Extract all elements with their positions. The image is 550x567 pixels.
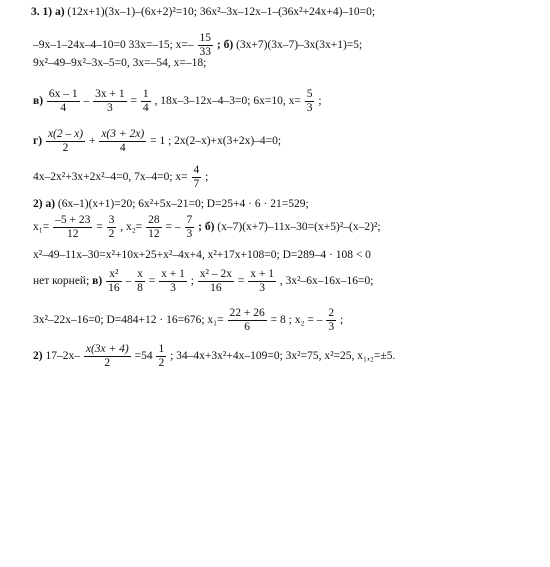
fraction-denominator: 4 <box>60 102 67 114</box>
operator: + <box>88 135 96 148</box>
fraction <box>99 128 146 155</box>
problem-label: в) <box>92 275 103 288</box>
fraction <box>93 88 127 115</box>
equation-text: 9x²–49–9x²–3x–5=0, 3x=–54, x=–18; <box>33 57 207 69</box>
fraction-numerator: 4 <box>193 164 200 176</box>
equation-text: ; <box>205 171 209 184</box>
fraction-denominator: 3 <box>107 102 113 114</box>
fraction-numerator: x² – 2x <box>199 268 232 280</box>
fraction-denominator: 3 <box>259 282 265 294</box>
equation-text: ; 34–4x+3x²+4x–109=0; 3x²=75, x²=25, x₁,₂=±5. <box>170 350 396 363</box>
equation-text: , x₂= <box>120 221 143 234</box>
fraction-denominator: 2 <box>104 357 111 369</box>
fraction-numerator: 1 <box>158 343 165 355</box>
operator: = – <box>165 221 181 234</box>
fraction <box>135 268 145 295</box>
equation-text: ; <box>190 275 194 288</box>
equation-text: x₁= <box>33 221 50 234</box>
fraction <box>141 88 151 115</box>
operator: = <box>148 275 156 288</box>
fraction-denominator: 12 <box>67 228 79 240</box>
line-3-1-a-cont <box>33 32 362 59</box>
equation-text: 3x²–22x–16=0; D=484+12 · 16=676; x₁= <box>33 314 224 327</box>
line-3-1-b-cont <box>33 56 206 70</box>
fraction-numerator: x(3 + 2x) <box>101 128 145 140</box>
fraction-numerator: x + 1 <box>161 268 185 280</box>
problem-label: ; б) <box>216 39 234 52</box>
fraction <box>84 343 131 370</box>
fraction-numerator: 3x + 1 <box>95 88 125 100</box>
fraction-numerator: 6x – 1 <box>48 88 78 100</box>
fraction <box>326 307 336 334</box>
fraction <box>185 214 195 241</box>
fraction-numerator: x(2 – x) <box>47 128 84 140</box>
fraction-denominator: 2 <box>108 228 115 240</box>
line-3-1-a <box>31 5 375 19</box>
problem-label: г) <box>33 135 43 148</box>
problem-label: 2) <box>33 350 43 363</box>
fraction <box>305 88 315 115</box>
problem-label: в) <box>33 95 44 108</box>
line-3-1-g <box>33 128 281 155</box>
line-3-2-b-cont <box>33 248 371 262</box>
fraction <box>198 268 234 295</box>
equation-text: = 8 ; x₂ = – <box>270 314 323 327</box>
fraction-numerator: x <box>137 268 143 280</box>
fraction-denominator: 3 <box>306 102 313 114</box>
fraction-denominator: 2 <box>62 142 69 154</box>
problem-label: 3. 1) а) <box>31 6 65 18</box>
equation-text: нет корней; <box>33 275 90 288</box>
fraction-numerator: 3 <box>108 214 115 226</box>
fraction-numerator: x(3x + 4) <box>85 343 129 355</box>
fraction-denominator: 6 <box>244 321 251 333</box>
fraction <box>46 128 85 155</box>
operator: – <box>83 95 90 108</box>
fraction <box>228 307 267 334</box>
line-3-1-v <box>33 88 322 115</box>
fraction-numerator: x + 1 <box>250 268 274 280</box>
fraction-denominator: 3 <box>170 282 176 294</box>
line-3-2-a-roots <box>33 214 381 241</box>
fraction <box>47 88 80 115</box>
equation-text: –9x–1–24x–4–10=0 33x=–15; x=– <box>33 39 194 52</box>
equation-text: , 3x²–6x–16x–16=0; <box>279 275 374 288</box>
line-3-2-final <box>33 343 395 370</box>
fraction <box>192 164 202 191</box>
problem-label: 2) а) <box>33 198 56 210</box>
equation-text: , 18x–3–12x–4–3=0; 6x=10, x= <box>154 95 301 108</box>
fraction-numerator: 28 <box>148 214 160 226</box>
equation-text: ; <box>339 314 344 327</box>
fraction-denominator: 16 <box>210 282 222 294</box>
equation-text: (x–7)(x+7)–11x–30=(x+5)²–(x–2)²; <box>217 221 381 234</box>
fraction <box>159 268 187 295</box>
fraction <box>248 268 276 295</box>
fraction <box>198 32 214 59</box>
operator: = <box>96 221 103 234</box>
equation-text: ; <box>318 95 322 108</box>
fraction <box>146 214 162 241</box>
line-3-2-v <box>33 268 374 295</box>
fraction <box>53 214 92 241</box>
fraction-denominator: 3 <box>328 321 335 333</box>
equation-text: =54 <box>134 350 153 363</box>
fraction-denominator: 3 <box>186 228 193 240</box>
equation-text: (3x+7)(3x–7)–3x(3x+1)=5; <box>236 39 363 52</box>
fraction-numerator: x² <box>106 268 122 282</box>
fraction-numerator: 5 <box>306 88 313 100</box>
fraction-numerator: 22 + 26 <box>229 307 265 319</box>
fraction-denominator: 2 <box>158 357 165 369</box>
problem-label: ; б) <box>198 221 215 234</box>
fraction-denominator: 4 <box>119 142 126 154</box>
fraction-denominator: 7 <box>193 178 200 190</box>
fraction-denominator: 12 <box>148 228 160 240</box>
fraction <box>107 214 117 241</box>
fraction-denominator: 4 <box>142 102 149 114</box>
equation-text: (6x–1)(x+1)=20; 6x²+5x–21=0; D=25+4 · 6 · 21=529; <box>57 198 309 210</box>
equation-text: = 1 ; 2x(2–x)+x(3+2x)–4=0; <box>150 135 282 148</box>
fraction-numerator: 15 <box>199 32 212 44</box>
operator: – <box>125 275 132 288</box>
fraction-numerator: –5 + 23 <box>55 214 91 226</box>
equation-text: (12x+1)(3x–1)–(6x+2)²=10; 36x²–3x–12x–1–(36x²+24x+4)–10=0; <box>67 6 376 18</box>
fraction-numerator: 2 <box>328 307 335 319</box>
line-3-2-v-cont <box>33 307 343 334</box>
equation-text: 4x–2x²+3x+2x²–4=0, 7x–4=0; x= <box>33 171 188 184</box>
line-3-2-a <box>33 197 309 211</box>
fraction-denominator: 8 <box>137 282 143 294</box>
fraction-numerator: 7 <box>186 214 193 226</box>
fraction-numerator: 1 <box>142 88 149 100</box>
fraction-denominator: 16 <box>108 282 120 294</box>
fraction-denominator: 33 <box>199 46 212 58</box>
operator: = <box>130 95 138 108</box>
equation-text: x²–49–11x–30=x²+10x+25+x²–4x+4, x²+17x+108=0; D=289–4 · 108 < 0 <box>33 249 371 261</box>
fraction <box>156 343 166 370</box>
equation-text: 17–2x– <box>45 350 80 363</box>
operator: = <box>237 275 245 288</box>
fraction <box>106 268 122 295</box>
line-3-1-g-cont <box>33 164 208 191</box>
